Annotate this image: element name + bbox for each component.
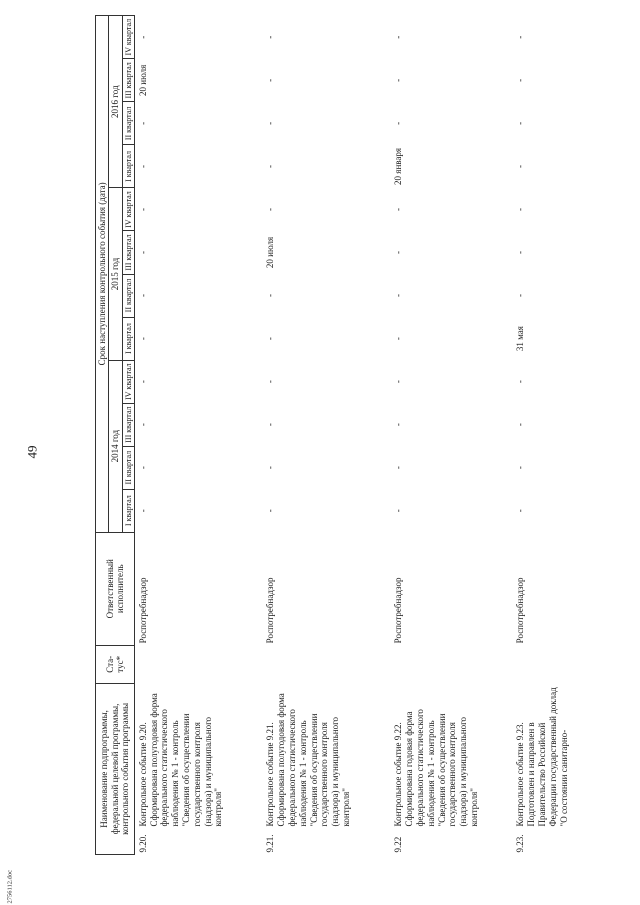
table-row [262,16,390,855]
quarter-cell: 20 июля [137,64,148,96]
quarter-cell: - [515,423,526,427]
quarter-cell: - [265,164,276,168]
header-quarter: I квартал [122,489,134,532]
quarter-cell: - [137,121,148,125]
quarter-cell: - [515,121,526,125]
row-number: 9.20. [137,834,148,853]
quarter-cell: - [265,207,276,211]
quarter-cell: - [137,423,148,427]
quarter-cell: - [515,294,526,298]
quarter-cell: - [137,466,148,470]
row-number: 9.23. [515,834,526,853]
header-year-2015: 2015 год [109,188,122,360]
quarter-cell: - [515,251,526,254]
event-name: Контрольное событие 9.23. Подготовлен и направлен в Правительство Российской Федерации государственный доклад "О состоянии санитарно- [515,687,569,827]
quarter-cell: - [265,423,276,427]
quarter-cell: - [265,35,276,39]
control-events-table [95,15,624,855]
quarter-cell: - [515,35,526,39]
quarter-cell: - [393,337,404,341]
quarter-cell: - [265,121,276,125]
quarter-cell: - [137,207,148,211]
quarter-cell: - [515,164,526,168]
quarter-cell: - [393,207,404,211]
quarter-cell: - [515,78,526,82]
table-row [512,16,624,855]
status-cell [512,645,624,683]
header-year-2016: 2016 год [109,16,122,188]
quarter-cell: 20 января [393,147,404,185]
header-quarter: IV квартал [122,16,134,59]
header-quarter: II квартал [122,102,134,145]
quarter-cell: - [393,380,404,384]
page-number: 49 [24,445,40,459]
responsible-cell: Роспотребнадзор [515,577,526,644]
table-row [134,16,262,855]
quarter-cell: - [515,207,526,211]
event-name: Контрольное событие 9.21. Сформирована полугодовая форма федерального статистического наблюдения № 1 - контроль "Сведения об осуществлении государственного контроля (надзора) и муниципального контроля" [265,693,351,827]
quarter-cell: - [393,466,404,470]
header-responsible: Ответственный исполнитель [96,532,135,645]
header-quarter: III квартал [122,403,134,446]
quarter-cell: - [137,164,148,168]
quarter-cell: - [265,466,276,470]
quarter-cell: - [515,509,526,513]
quarter-cell: - [137,337,148,341]
quarter-cell: - [393,294,404,298]
responsible-cell: Роспотребнадзор [137,577,148,644]
header-quarter: IV квартал [122,360,134,403]
quarter-cell: - [515,466,526,470]
quarter-cell: - [137,380,148,384]
quarter-cell: - [515,380,526,384]
quarter-cell: - [265,294,276,298]
status-cell [134,645,262,683]
quarter-cell: - [393,78,404,82]
table-body [134,16,624,855]
quarter-cell: - [137,35,148,39]
header-quarter: IV квартал [122,188,134,231]
row-number: 9.22 [393,836,404,853]
header-deadline: Срок наступления контрольного события (дата) [96,16,109,533]
row-number: 9.21. [265,834,276,853]
quarter-cell: - [265,509,276,513]
quarter-cell: - [393,423,404,427]
header-quarter: III квартал [122,59,134,102]
header-name: Наименование подпрограммы, федеральной целевой программы, контрольного события программы [96,683,135,854]
quarter-cell: - [265,78,276,82]
header-status: Ста-тус* [96,645,135,683]
header-quarter: I квартал [122,317,134,360]
responsible-cell: Роспотребнадзор [393,577,404,644]
header-quarter: III квартал [122,231,134,274]
quarter-cell: 31 мая [515,326,526,352]
header-quarter: I квартал [122,145,134,188]
quarter-cell: - [137,509,148,513]
event-name: Контрольное событие 9.22. Сформирована годовая форма федерального статистического наблюдения № 1 - контроль "Сведения об осуществлении государственного контроля (надзора) и муниципального контроля" [393,709,479,827]
rotated-document [95,15,615,855]
quarter-cell: - [265,380,276,384]
quarter-cell: - [393,509,404,513]
status-cell [390,645,512,683]
status-cell [262,645,390,683]
quarter-cell: - [137,251,148,254]
header-quarter: II квартал [122,446,134,489]
footer-doc-code: 2756112.doc [6,869,14,904]
quarter-cell: - [393,35,404,39]
quarter-cell: - [393,251,404,254]
table-row [390,16,512,855]
quarter-cell: - [265,337,276,341]
responsible-cell: Роспотребнадзор [265,577,276,644]
quarter-cell: - [137,294,148,298]
quarter-cell: - [393,121,404,125]
event-name: Контрольное событие 9.20. Сформирована полугодовая форма федерального статистического наблюдения № 1 - контроль "Сведения об осуществлении государственного контроля (надзора) и муниципального контроля" [137,693,224,827]
quarter-cell: 20 июля [265,236,276,269]
header-year-2014: 2014 год [109,360,122,532]
header-quarter: II квартал [122,274,134,317]
